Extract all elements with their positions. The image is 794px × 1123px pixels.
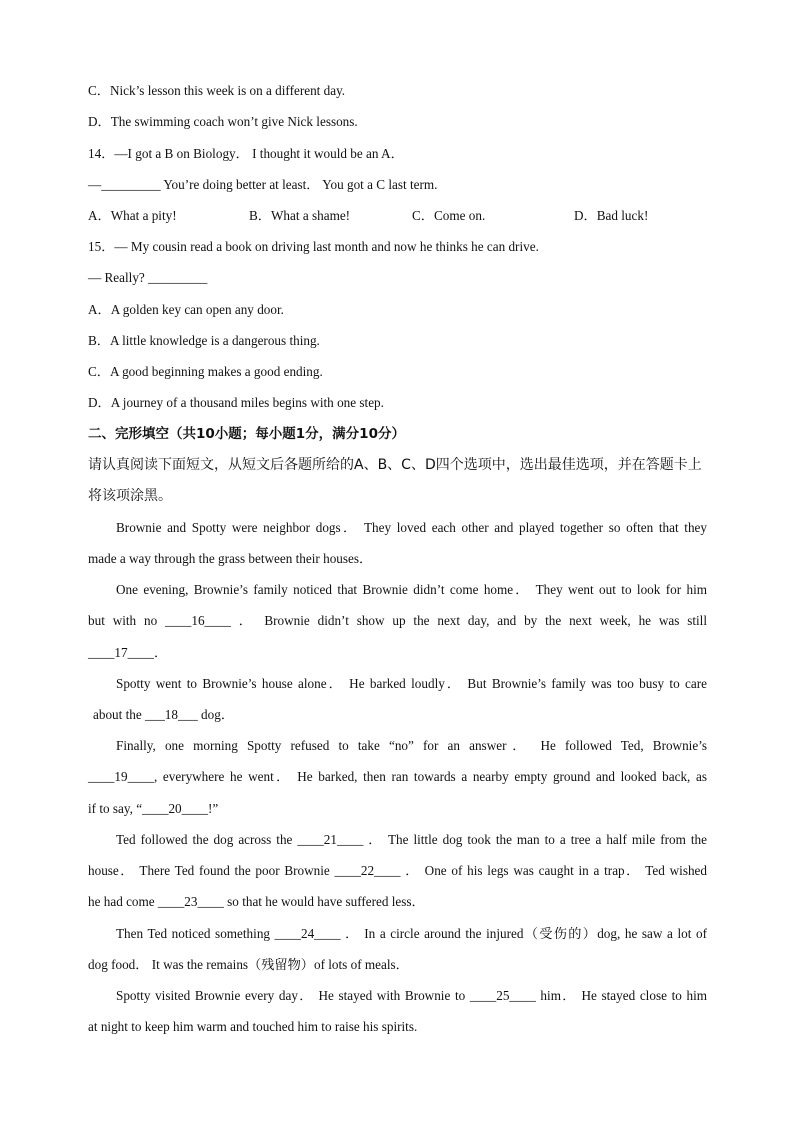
passage-line: but with no ____16____ ． Brownie didn’t show up the next day, and by the next week, he was still	[88, 613, 707, 628]
q15-option-a[interactable]: A．A golden key can open any door.	[88, 302, 284, 317]
passage-line: about the ___18___ dog．	[93, 707, 235, 722]
passage-line: Ted followed the dog across the ____21____ ． The little dog took the man to a tree a half mile from the	[116, 832, 707, 847]
q14-option-d[interactable]: D．Bad luck!	[574, 208, 649, 223]
passage-line: Brownie and Spotty were neighbor dogs． They loved each other and played together so often that they	[116, 520, 707, 535]
passage-line: ____19____, everywhere he went． He barked, then ran towards a nearby empty ground and looked back, as	[88, 769, 707, 784]
section-instruction-line2: 将该项涂黑。	[88, 488, 172, 504]
q15-reply: — Really? _________	[88, 270, 208, 285]
passage-line: dog food． It was the remains（残留物）of lots of meals．	[88, 957, 409, 972]
q15-stem: 15．— My cousin read a book on driving last month and now he thinks he can drive.	[88, 239, 539, 254]
q14-option-a[interactable]: A．What a pity!	[88, 208, 177, 223]
q14-stem: 14．—I got a B on Biology． I thought it would be an A．	[88, 146, 404, 161]
section-instruction-line1: 请认真阅读下面短文，从短文后各题所给的A、B、C、D四个选项中，选出最佳选项，并在答题卡上	[88, 457, 702, 473]
q14-option-c[interactable]: C．Come on.	[412, 208, 486, 223]
passage-line: Finally, one morning Spotty refused to take “no” for an answer． He followed Ted, Brownie’s	[116, 738, 707, 753]
q13-option-c[interactable]: C．Nick’s lesson this week is on a different day.	[88, 83, 346, 98]
passage-line: Spotty went to Brownie’s house alone． He barked loudly． But Brownie’s family was too busy to care	[116, 676, 707, 691]
passage-line: Spotty visited Brownie every day． He stayed with Brownie to ____25____ him． He stayed close to him	[116, 988, 707, 1003]
q14-option-b[interactable]: B．What a shame!	[249, 208, 351, 223]
passage-line: at night to keep him warm and touched him to raise his spirits.	[88, 1019, 418, 1034]
passage-line: Then Ted noticed something ____24____ ． In a circle around the injured（受伤的）dog, he saw a lot of	[116, 926, 707, 941]
q14-reply: —_________ You’re doing better at least． You got a C last term.	[88, 177, 438, 192]
q15-option-b[interactable]: B．A little knowledge is a dangerous thing.	[88, 333, 320, 348]
passage-line: if to say, “____20____!”	[88, 801, 219, 816]
passage-line: he had come ____23____ so that he would have suffered less．	[88, 894, 425, 909]
q15-option-c[interactable]: C．A good beginning makes a good ending.	[88, 364, 323, 379]
q13-option-d[interactable]: D．The swimming coach won’t give Nick lessons.	[88, 114, 358, 129]
passage-line: One evening, Brownie’s family noticed that Brownie didn’t come home． They went out to look for him	[116, 582, 707, 597]
passage-line: made a way through the grass between their houses．	[88, 551, 373, 566]
passage-line: ____17____．	[88, 645, 168, 660]
section-heading: 二、完形填空（共10小题；每小题1分，满分10分）	[88, 426, 405, 442]
q15-option-d[interactable]: D．A journey of a thousand miles begins with one step.	[88, 395, 384, 410]
passage-line: house． There Ted found the poor Brownie ____22____ ． One of his legs was caught in a trap． Ted wished	[88, 863, 707, 878]
